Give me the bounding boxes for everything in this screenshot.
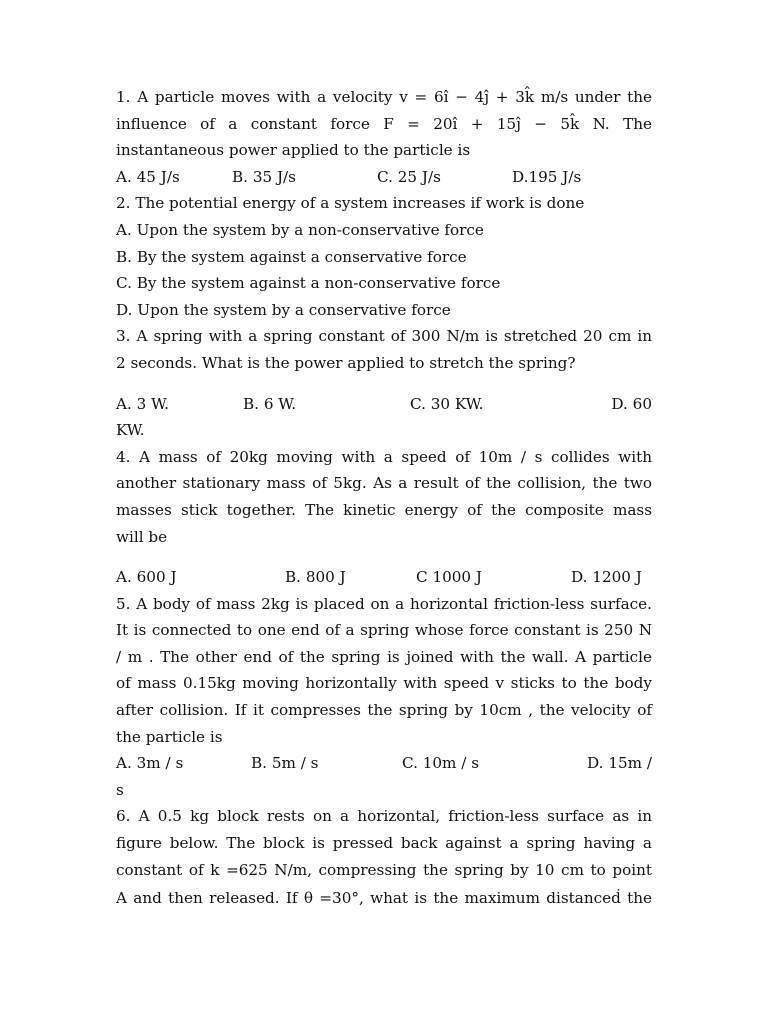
- question-1-line-3: instantaneous power applied to the particle is: [116, 141, 471, 160]
- option-d: D.195 J/s: [512, 167, 582, 186]
- question-5-options: [116, 750, 652, 777]
- option-d: D. 15m /: [587, 754, 652, 773]
- question-6: [116, 803, 652, 911]
- question-4-line-2: another stationary mass of 5kg. As a result of the collision, the two: [116, 474, 652, 493]
- option-d: D. 1200 J: [571, 568, 642, 587]
- option-b: B. 35 J/s: [232, 167, 296, 186]
- question-4-line-4: will be: [116, 527, 168, 546]
- question-4-line-3: masses stick together. The kinetic energy of the composite mass: [116, 500, 652, 519]
- option-c: C 1000 J: [416, 568, 483, 587]
- question-5-line-1: 5. A body of mass 2kg is placed on a horizontal friction-less surface.: [116, 594, 652, 613]
- question-5-line-6: the particle is: [116, 727, 223, 746]
- option-b: B. 5m / s: [251, 754, 319, 773]
- option-c: C. By the system against a non-conservative force: [116, 274, 501, 293]
- question-3-line-1: 3. A spring with a spring constant of 300 N/m is stretched 20 cm in: [116, 327, 652, 346]
- question-1-line-1: 1. A particle moves with a velocity v = 6î − 4ĵ + 3k̂ m/s under the: [116, 88, 652, 106]
- option-d-wrap: s: [116, 780, 124, 799]
- option-a: A. Upon the system by a non-conservative force: [116, 220, 484, 239]
- question-1: [116, 84, 652, 190]
- option-b: B. 800 J: [285, 568, 346, 587]
- question-4-line-1: 4. A mass of 20kg moving with a speed of 10m / s collides with: [116, 447, 652, 466]
- question-5-line-5: after collision. If it compresses the spring by 10cm , the velocity of: [116, 701, 652, 720]
- option-a: A. 3m / s: [116, 754, 184, 773]
- option-c: C. 25 J/s: [377, 167, 441, 186]
- question-6-line-1: 6. A 0.5 kg block rests on a horizontal, friction-less surface as in: [116, 807, 652, 826]
- option-c: C. 10m / s: [402, 754, 480, 773]
- question-4-options: [116, 564, 652, 591]
- option-a: A. 600 J: [116, 568, 177, 587]
- option-b: B. 6 W.: [243, 394, 297, 413]
- question-3-options: [116, 391, 652, 418]
- question-5: [116, 591, 652, 804]
- question-6-line-2: figure below. The block is pressed back against a spring having a: [116, 834, 652, 853]
- question-5-line-4: of mass 0.15kg moving horizontally with speed v sticks to the body: [116, 674, 652, 693]
- question-3-line-2: 2 seconds. What is the power applied to stretch the spring?: [116, 353, 576, 372]
- option-d: D. 60: [611, 394, 652, 413]
- document-page: [116, 84, 652, 912]
- question-1-options: [116, 164, 652, 191]
- option-c: C. 30 KW.: [410, 394, 484, 413]
- option-d: D. Upon the system by a conservative force: [116, 300, 451, 319]
- question-1-line-2: influence of a constant force F = 20î + 15ĵ − 5k̂ N. The: [116, 114, 652, 133]
- question-6-line-4: A and then released. If θ =30°, what is the maximum distanceḋ the: [116, 889, 652, 908]
- option-b: B. By the system against a conservative force: [116, 247, 467, 266]
- question-2: [116, 190, 652, 323]
- question-2-line-1: 2. The potential energy of a system increases if work is done: [116, 194, 585, 213]
- question-6-line-3: constant of k =625 N/m, compressing the spring by 10 cm to point: [116, 860, 652, 879]
- question-3: [116, 323, 652, 443]
- question-4: [116, 444, 652, 591]
- option-a: A. 45 J/s: [116, 167, 180, 186]
- question-5-line-2: It is connected to one end of a spring whose force constant is 250 N: [116, 621, 652, 640]
- question-5-line-3: / m . The other end of the spring is joined with the wall. A particle: [116, 647, 652, 666]
- option-a: A. 3 W.: [116, 394, 169, 413]
- option-d-wrap: KW.: [116, 421, 145, 440]
